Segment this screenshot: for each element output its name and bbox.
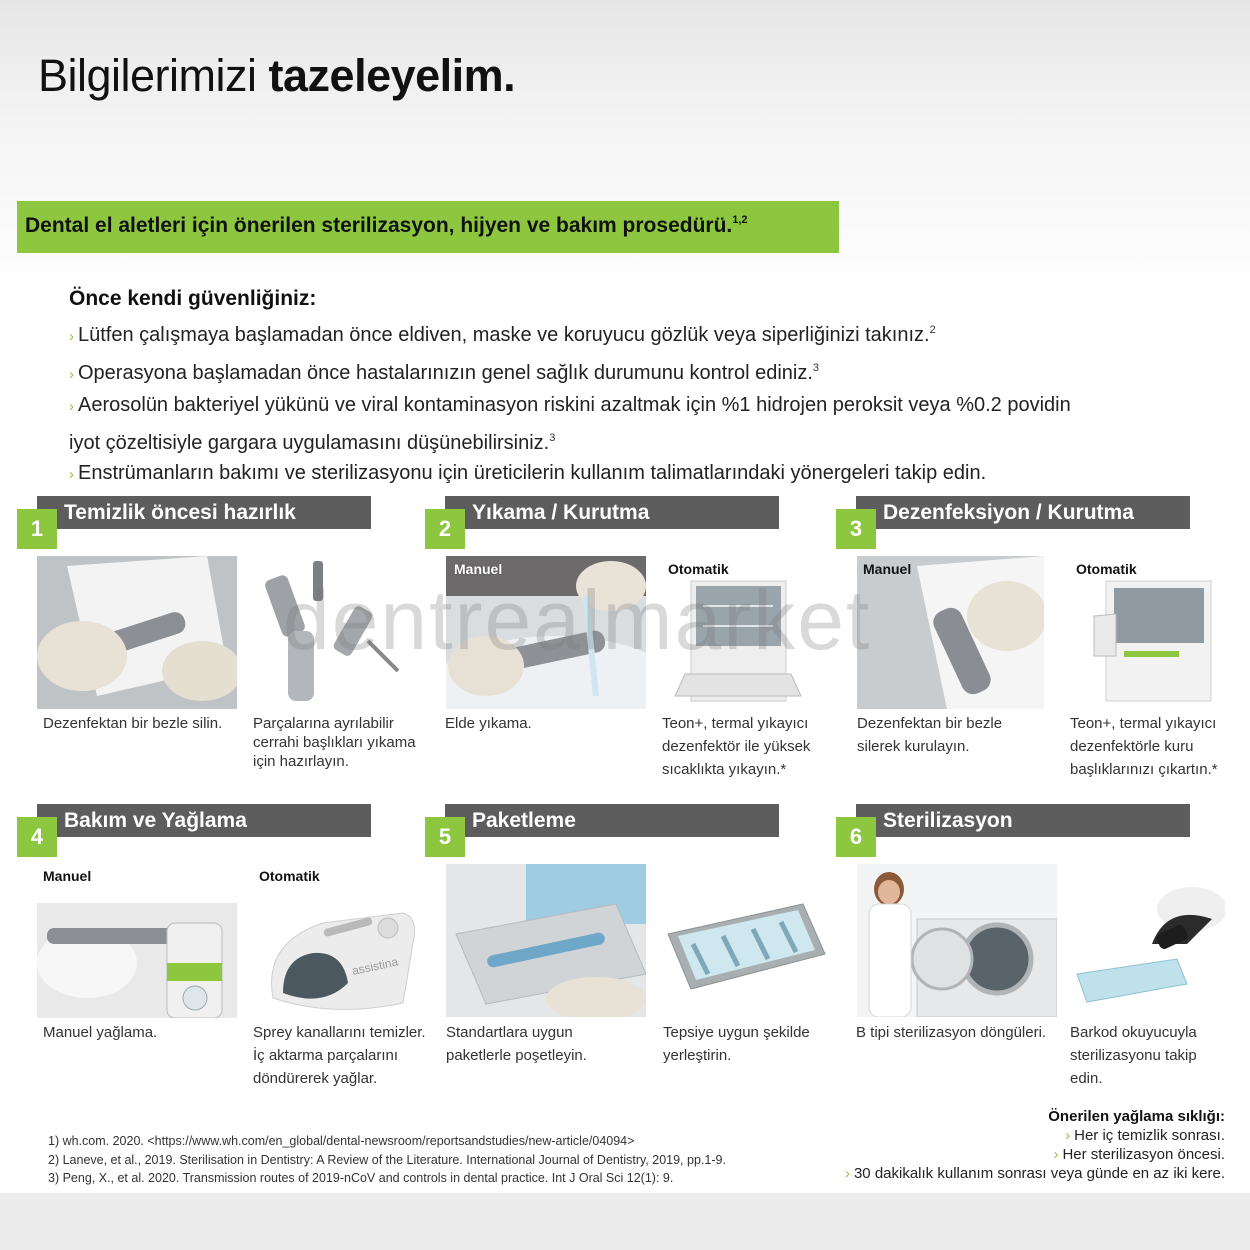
- step-2-title-bar: Yıkama / Kurutma: [445, 496, 779, 529]
- safety-item-continued: iyot çözeltisiyle gargara uygulamasını düşünebilirsiniz.$^3$: [69, 431, 556, 454]
- step-2-caption-b: Teon+, termal yıkayıcı dezenfektör ile yüksek sıcaklıkta yıkayın.*: [662, 715, 811, 778]
- step-3-title-bar: Dezenfeksiyon / Kurutma: [856, 496, 1190, 529]
- step-4-title-bar: Bakım ve Yağlama: [37, 804, 371, 837]
- step-4-caption-a: Manuel yağlama.: [43, 1024, 158, 1041]
- safety-item: › Enstrümanların bakımı ve sterilizasyonu için üreticilerin kullanım talimatlarındaki yönergeleri takip edin.: [69, 462, 987, 484]
- chevron-icon: ›: [69, 328, 74, 345]
- step-3-label-automatic: Otomatik: [1076, 561, 1137, 577]
- photo-sealing-machine: [446, 864, 646, 1017]
- chevron-icon: ›: [69, 466, 74, 483]
- photo-washer-dry: [1076, 556, 1221, 709]
- chevron-icon: ›: [69, 365, 74, 383]
- step-1-caption-a: Dezenfektan bir bezle silin.: [43, 715, 223, 732]
- footer-band: [0, 1193, 1250, 1250]
- photo-dry-wipe: [857, 556, 1044, 709]
- step-1-title-bar: Temizlik öncesi hazırlık: [37, 496, 371, 529]
- step-6-number: 6: [836, 817, 876, 857]
- reference-item: 2) Laneve, et al., 2019. Sterilisation in Dentistry: A Review of the Literature. International Journal of Dentistry, 2019, pp.1-9.: [48, 1152, 726, 1167]
- lubrication-frequency: [845, 1107, 1225, 1183]
- watermark: dentrealmarket: [283, 573, 872, 667]
- references: [48, 1132, 726, 1188]
- photo-wipe-handpiece: [37, 556, 237, 709]
- photo-autoclave: [857, 864, 1057, 1017]
- step-3-number: 3: [836, 509, 876, 549]
- reference-item: 1) wh.com. 2020. <https://www.wh.com/en_global/dental-newsroom/reportsandstudies/new-article/04094>: [48, 1134, 635, 1148]
- frequency-item: › Her iç temizlik sonrası.: [1065, 1127, 1225, 1144]
- step-2-label-manual: Manuel: [454, 561, 503, 577]
- step-5-caption-b: Tepsiye uygun şekilde yerleştirin.: [663, 1024, 810, 1064]
- frequency-heading: Önerilen yağlama sıklığı:: [1048, 1108, 1225, 1125]
- step-6-caption-a: B tipi sterilizasyon döngüleri.: [856, 1024, 1047, 1041]
- frequency-item: › 30 dakikalık kullanım sonrası veya günde en az iki kere.: [844, 1165, 1225, 1182]
- step-2-label-automatic: Otomatik: [668, 561, 729, 577]
- step-4-number: 4: [17, 817, 57, 857]
- step-6-caption-b: Barkod okuyucuyla sterilizasyonu takip edin.: [1070, 1024, 1197, 1087]
- step-2-number: 2: [425, 509, 465, 549]
- chevron-icon: ›: [69, 398, 74, 415]
- procedure-banner: Dental el aletleri için önerilen sterilizasyon, hijyen ve bakım prosedürü.$^{1,2}$: [17, 201, 839, 253]
- step-6-title-bar: Sterilizasyon: [856, 804, 1190, 837]
- step-1-caption-b: Parçalarına ayrılabilir cerrahi başlıkları yıkama için hazırlayın.: [253, 715, 416, 770]
- step-3-label-manual: Manuel: [863, 561, 912, 577]
- step-4-label-manual: Manuel: [43, 868, 92, 884]
- photo-barcode-scanner: [1072, 864, 1225, 1017]
- safety-item: › Operasyona başlamadan önce hastalarınızın genel sağlık durumunu kontrol ediniz.$^3$: [69, 361, 820, 384]
- step-5-caption-a: Standartlara uygun paketlerle poşetleyin.: [446, 1024, 587, 1064]
- step-2-caption-a: Elde yıkama.: [445, 715, 532, 732]
- frequency-item: › Her sterilizasyon öncesi.: [1053, 1146, 1225, 1163]
- safety-section: [69, 287, 1219, 491]
- reference-item: 3) Peng, X., et al. 2020. Transmission routes of 2019-nCoV and controls in dental practice. Int J Oral Sci 12(1): 9.: [48, 1171, 674, 1185]
- assistina-brand-text: assistina: [350, 954, 400, 978]
- safety-item: › Aerosolün bakteriyel yükünü ve viral kontaminasyon riskini azaltmak için %1 hidrojen peroksit veya %0.2 povidin: [69, 394, 1071, 416]
- step-5-title-bar: Paketleme: [445, 804, 779, 837]
- step-3-caption-a: Dezenfektan bir bezle silerek kurulayın.: [857, 715, 1003, 755]
- step-4-label-automatic: Otomatik: [259, 868, 320, 884]
- photo-instrument-tray: [663, 864, 829, 1017]
- page-title: Bilgilerimizi tazeleyelim.: [38, 50, 516, 101]
- photo-manual-lubrication: [37, 903, 237, 1018]
- step-1-number: 1: [17, 509, 57, 549]
- safety-item: › Lütfen çalışmaya başlamadan önce eldiven, maske ve koruyucu gözlük veya siperliğinizi takınız.$^2$: [69, 324, 936, 346]
- safety-heading: Önce kendi güvenliğiniz:: [69, 287, 317, 310]
- step-3-caption-b: Teon+, termal yıkayıcı dezenfektörle kuru başlıklarınızı çıkartın.*: [1070, 715, 1218, 778]
- step-4-caption-b: Sprey kanallarını temizler. İç aktarma parçalarını döndürerek yağlar.: [253, 1024, 426, 1087]
- photo-assistina-device: [253, 903, 419, 1018]
- step-5-number: 5: [425, 817, 465, 857]
